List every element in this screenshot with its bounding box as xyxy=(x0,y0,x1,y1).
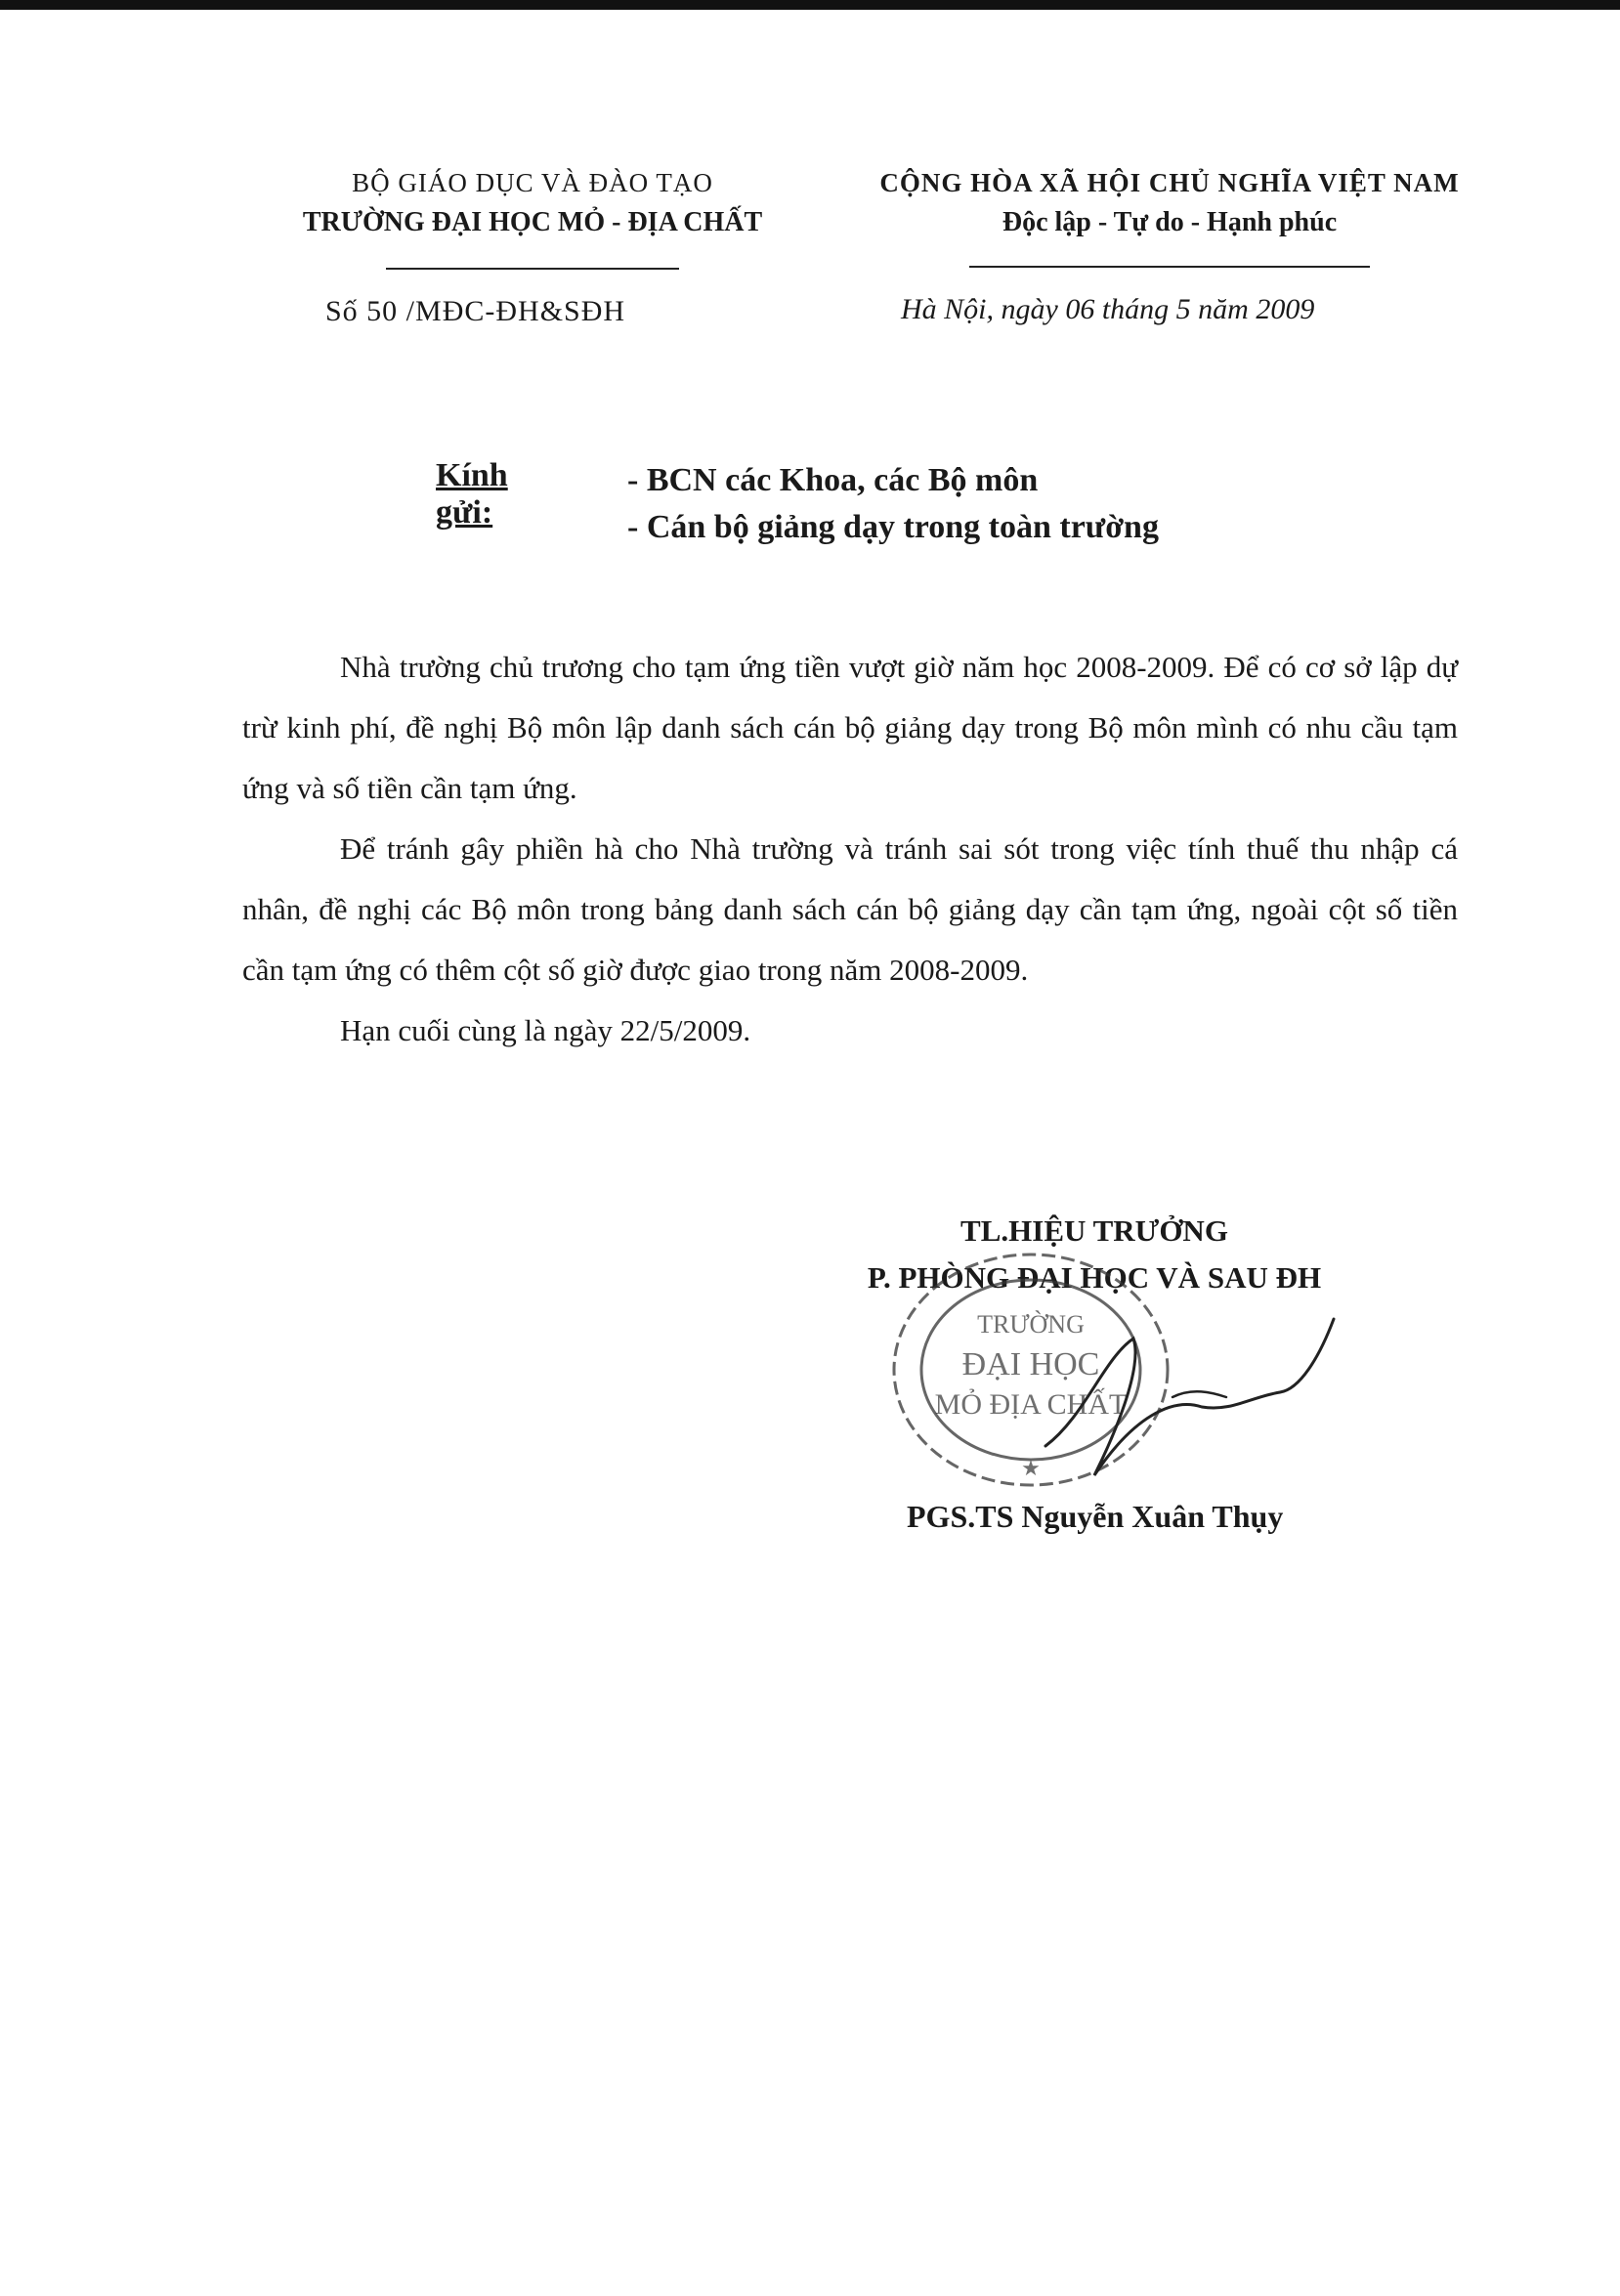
date-place: Hà Nội, ngày 06 tháng 5 năm 2009 xyxy=(901,293,1315,325)
national-motto-block xyxy=(793,164,1546,268)
handwritten-signature xyxy=(1026,1299,1339,1485)
body-paragraph: Hạn cuối cùng là ngày 22/5/2009. xyxy=(340,1013,751,1047)
recipient-item: - BCN các Khoa, các Bộ môn xyxy=(627,462,1039,498)
republic-name: CỘNG HÒA XÃ HỘI CHỦ NGHĨA VIỆT NAM xyxy=(879,168,1460,197)
ministry-name: BỘ GIÁO DỤC VÀ ĐÀO TẠO xyxy=(352,168,713,197)
motto: Độc lập - Tự do - Hạnh phúc xyxy=(1002,207,1338,237)
body-paragraph: Để tránh gây phiền hà cho Nhà trường và tránh sai sót trong việc tính thuế thu nhập cá nhân, đề nghị các Bộ môn trong bảng danh sách cán bộ giảng dạy cần tạm ứng, ngoài cột số tiền cần tạm ứng có thêm cột số giờ được giao trong năm 2008-2009. xyxy=(242,831,1458,987)
school-name: TRƯỜNG ĐẠI HỌC MỎ - ĐỊA CHẤT xyxy=(302,207,763,237)
seal-text-top: TRƯỜNG xyxy=(977,1310,1085,1339)
signatory-title-line1: TL.HIỆU TRƯỞNG xyxy=(960,1213,1228,1248)
scan-top-border xyxy=(0,0,1620,10)
motto-divider xyxy=(969,266,1370,268)
seal-star-icon: ★ xyxy=(1021,1456,1041,1480)
recipients-list xyxy=(627,457,1311,551)
recipients-label: Kính gửi: xyxy=(436,457,508,531)
signatory-title-line2: P. PHÒNG ĐẠI HỌC VÀ SAU ĐH xyxy=(867,1260,1322,1295)
issuer-divider xyxy=(386,268,679,270)
issuer-block xyxy=(234,164,831,270)
signatory-name: PGS.TS Nguyễn Xuân Thụy xyxy=(907,1499,1284,1534)
recipient-item: - Cán bộ giảng dạy trong toàn trường xyxy=(627,509,1159,545)
seal-text-mid2: MỎ ĐỊA CHẤT xyxy=(934,1388,1128,1421)
seal-text-mid1: ĐẠI HỌC xyxy=(961,1346,1100,1382)
body-paragraph: Nhà trường chủ trương cho tạm ứng tiền vượt giờ năm học 2008-2009. Để có cơ sở lập dự trừ kinh phí, đề nghị Bộ môn lập danh sách cán bộ giảng dạy trong Bộ môn mình có nhu cầu tạm ứng và số tiền cần tạm ứng. xyxy=(242,650,1458,805)
letter-body xyxy=(242,637,1458,1061)
document-number: Số 50 /MĐC-ĐH&SĐH xyxy=(325,295,626,327)
